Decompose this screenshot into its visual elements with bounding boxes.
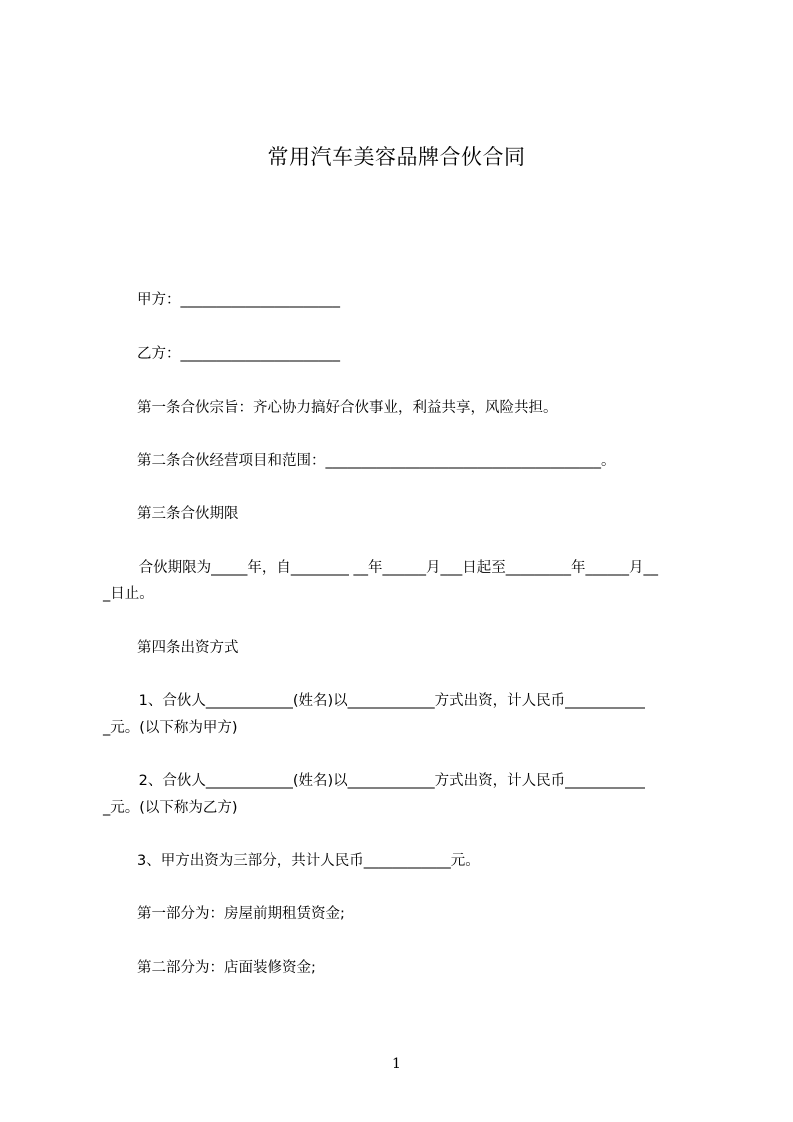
- document-title: 常用汽车美容品牌合伙合同: [267, 145, 526, 169]
- item-2-line-1: 2、合伙人____________(姓名)以____________方式出资，计人民币___________: [134, 773, 645, 789]
- part-2: 第二部分为：店面装修资金;: [137, 960, 316, 976]
- article-3-heading: 第三条合伙期限: [137, 506, 239, 522]
- item-1-line-1: 1、合伙人____________(姓名)以____________方式出资，计人民币___________: [134, 693, 645, 709]
- article-4-heading: 第四条出资方式: [137, 640, 239, 656]
- article-3-line-2: _日止。: [103, 586, 154, 602]
- party-b-line: 乙方：______________________: [137, 346, 340, 362]
- page-number: 1: [392, 1056, 401, 1072]
- article-1: 第一条合伙宗旨：齐心协力搞好合伙事业，利益共享，风险共担。: [137, 400, 558, 416]
- part-1: 第一部分为：房屋前期租赁资金;: [137, 906, 345, 922]
- item-3: 3、甲方出资为三部分，共计人民币____________元。: [137, 853, 480, 869]
- item-2-line-2: _元。(以下称为乙方): [103, 800, 238, 816]
- item-1-line-2: _元。(以下称为甲方): [103, 720, 238, 736]
- article-3-line-1: 合伙期限为_____年，自________ __年______月___日起至_________年______月__: [134, 560, 658, 576]
- party-a-line: 甲方：______________________: [137, 292, 340, 308]
- article-2: 第二条合伙经营项目和范围：______________________________________。: [137, 453, 616, 469]
